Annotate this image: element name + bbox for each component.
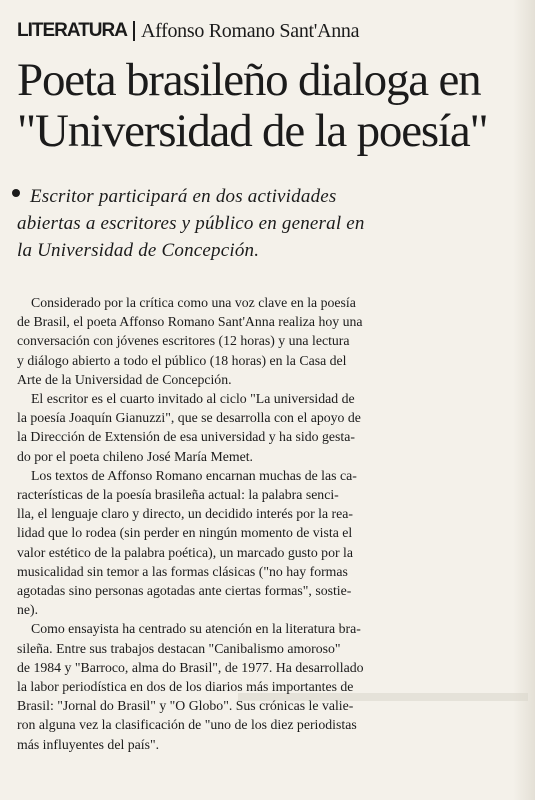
article-body (17, 293, 527, 754)
deck-line: abiertas a escritores y público en general en (17, 213, 365, 234)
body-line: valor estético de la palabra poética), un marcado gusto por la (17, 544, 353, 560)
body-line: y diálogo abierto a todo el público (18 horas) en la Casa del (17, 352, 347, 368)
deck-line: la Universidad de Concepción. (17, 240, 260, 261)
deck-line: Escritor participará en dos actividades (30, 186, 337, 207)
body-line: lidad que lo rodea (sin perder en ningún momento de vista el (17, 525, 353, 541)
deck (17, 183, 517, 264)
section-label: LITERATURA (17, 20, 127, 41)
body-line: Como ensayista ha centrado su atención en la literatura bra- (31, 621, 361, 637)
body-line: ron alguna vez la clasificación de "uno de los diez periodistas (17, 717, 357, 733)
body-line: lla, el lenguaje claro y directo, un decidido interés por la rea- (17, 506, 353, 522)
body-line: de 1984 y "Barroco, alma do Brasil", de 1977. Ha desarrollado (17, 659, 364, 675)
body-line: racterísticas de la poesía brasileña actual: la palabra senci- (17, 487, 339, 503)
body-line: Arte de la Universidad de Concepción. (17, 371, 232, 387)
body-line: El escritor es el cuarto invitado al ciclo "La universidad de (31, 391, 355, 407)
author-byline: Affonso Romano Sant'Anna (140, 19, 360, 42)
headline-line: "Universidad de la poesía" (17, 105, 488, 157)
body-line: de Brasil, el poeta Affonso Romano Sant'Anna realiza hoy una (17, 314, 363, 330)
body-line: la Dirección de Extensión de esa universidad y ha sido gesta- (17, 429, 355, 445)
body-line: agotadas sino personas agotadas ante ciertas formas", sostie- (17, 583, 352, 599)
kicker-separator (133, 21, 135, 41)
body-line: musicalidad sin temor a las formas clásicas ("no hay formas (17, 563, 348, 579)
body-line: más influyentes del país". (17, 736, 160, 752)
body-line: Los textos de Affonso Romano encarnan muchas de las ca- (31, 467, 357, 483)
body-line: Brasil: "Jornal do Brasil" y "O Globo". Sus crónicas le valie- (17, 698, 354, 714)
body-line: la labor periodística en dos de los diarios más importantes de (17, 679, 354, 695)
body-line: la poesía Joaquín Gianuzzi", que se desarrolla con el apoyo de (17, 410, 361, 426)
body-line: do por el poeta chileno José María Memet. (17, 448, 254, 464)
body-line: Considerado por la crítica como una voz clave en la poesía (31, 295, 356, 310)
kicker (17, 18, 359, 44)
headline (17, 55, 522, 157)
body-line: conversación con jóvenes escritores (12 horas) y una lectura (17, 333, 350, 349)
body-line: sileña. Entre sus trabajos destacan "Canibalismo amoroso" (17, 640, 341, 656)
headline-line: Poeta brasileño dialoga en (17, 54, 481, 106)
body-line: ne). (17, 602, 39, 618)
